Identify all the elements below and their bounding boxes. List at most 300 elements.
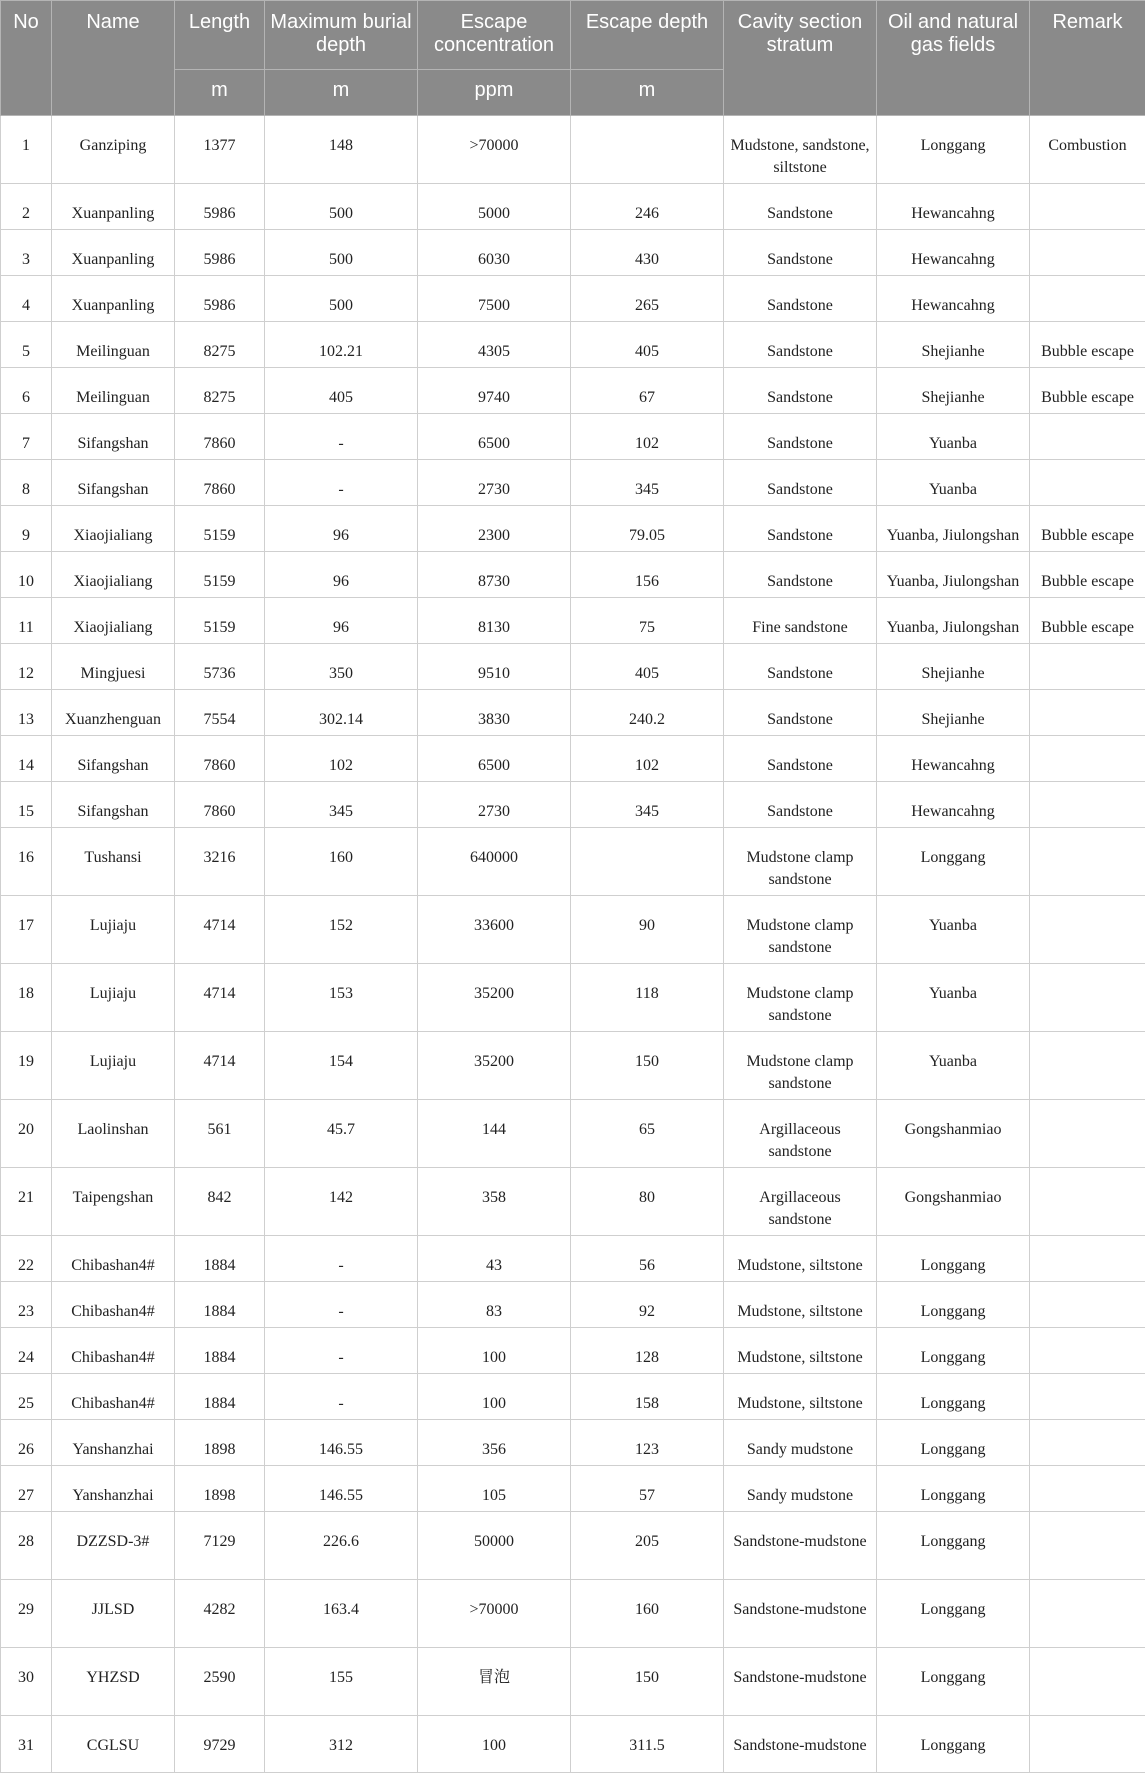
cell-escape-depth: 67 — [571, 368, 724, 414]
header-no: No — [1, 1, 52, 116]
cell-fields: Longgang — [877, 1236, 1030, 1282]
cell-fields: Hewancahng — [877, 782, 1030, 828]
cell-max-burial-depth: 500 — [265, 184, 418, 230]
cell-name: Mingjuesi — [52, 644, 175, 690]
cell-cavity-stratum: Sandstone — [724, 736, 877, 782]
cell-cavity-stratum: Sandstone — [724, 460, 877, 506]
cell-length: 842 — [175, 1168, 265, 1236]
table-row — [1, 184, 1145, 230]
cell-name: Lujiaju — [52, 896, 175, 964]
cell-fields: Shejianhe — [877, 368, 1030, 414]
table-row — [1, 1032, 1145, 1100]
cell-max-burial-depth: 96 — [265, 506, 418, 552]
cell-no: 10 — [1, 552, 52, 598]
cell-remark: Bubble escape — [1030, 552, 1145, 598]
cell-escape-concentration: 640000 — [418, 828, 571, 896]
cell-remark — [1030, 414, 1145, 460]
cell-length: 1898 — [175, 1420, 265, 1466]
table-row — [1, 116, 1145, 184]
unit-length: m — [175, 70, 265, 116]
table-row — [1, 1168, 1145, 1236]
cell-length: 7860 — [175, 414, 265, 460]
cell-escape-depth: 265 — [571, 276, 724, 322]
cell-cavity-stratum: Mudstone, siltstone — [724, 1374, 877, 1420]
cell-no: 4 — [1, 276, 52, 322]
cell-remark — [1030, 1716, 1145, 1773]
cell-fields: Yuanba — [877, 896, 1030, 964]
cell-length: 9729 — [175, 1716, 265, 1773]
cell-escape-depth: 405 — [571, 322, 724, 368]
cell-escape-depth: 128 — [571, 1328, 724, 1374]
table-row — [1, 276, 1145, 322]
cell-escape-concentration: 9510 — [418, 644, 571, 690]
cell-no: 13 — [1, 690, 52, 736]
cell-no: 3 — [1, 230, 52, 276]
cell-remark — [1030, 1374, 1145, 1420]
table-row — [1, 782, 1145, 828]
cell-name: DZZSD-3# — [52, 1512, 175, 1580]
cell-no: 9 — [1, 506, 52, 552]
cell-no: 24 — [1, 1328, 52, 1374]
cell-length: 7554 — [175, 690, 265, 736]
cell-no: 7 — [1, 414, 52, 460]
cell-max-burial-depth: - — [265, 1236, 418, 1282]
cell-remark — [1030, 460, 1145, 506]
cell-fields: Hewancahng — [877, 736, 1030, 782]
cell-length: 5986 — [175, 230, 265, 276]
cell-max-burial-depth: - — [265, 1328, 418, 1374]
cell-cavity-stratum: Sandstone — [724, 782, 877, 828]
cell-escape-concentration: >70000 — [418, 116, 571, 184]
cell-name: Yanshanzhai — [52, 1466, 175, 1512]
table-row — [1, 1282, 1145, 1328]
cell-remark — [1030, 1328, 1145, 1374]
cell-escape-concentration: 6500 — [418, 414, 571, 460]
cell-max-burial-depth: 160 — [265, 828, 418, 896]
cell-fields: Longgang — [877, 1580, 1030, 1648]
cell-escape-concentration: 358 — [418, 1168, 571, 1236]
cell-name: Xiaojialiang — [52, 506, 175, 552]
table-row — [1, 964, 1145, 1032]
cell-cavity-stratum: Sandstone-mudstone — [724, 1580, 877, 1648]
cell-name: Xuanpanling — [52, 276, 175, 322]
cell-escape-depth: 80 — [571, 1168, 724, 1236]
cell-escape-concentration: 356 — [418, 1420, 571, 1466]
cell-fields: Hewancahng — [877, 276, 1030, 322]
cell-max-burial-depth: 405 — [265, 368, 418, 414]
cell-no: 12 — [1, 644, 52, 690]
cell-name: Sifangshan — [52, 736, 175, 782]
cell-name: Xiaojialiang — [52, 552, 175, 598]
table-row — [1, 1580, 1145, 1648]
cell-remark: Bubble escape — [1030, 506, 1145, 552]
cell-length: 4714 — [175, 896, 265, 964]
cell-name: Sifangshan — [52, 460, 175, 506]
table-row — [1, 1420, 1145, 1466]
cell-fields: Yuanba — [877, 1032, 1030, 1100]
cell-length: 5159 — [175, 506, 265, 552]
cell-escape-depth: 56 — [571, 1236, 724, 1282]
cell-name: Lujiaju — [52, 1032, 175, 1100]
cell-no: 29 — [1, 1580, 52, 1648]
cell-cavity-stratum: Sandstone — [724, 368, 877, 414]
cell-cavity-stratum: Mudstone clamp sandstone — [724, 964, 877, 1032]
table-row — [1, 460, 1145, 506]
header-cavity-stratum: Cavity section stratum — [724, 1, 877, 116]
cell-fields: Gongshanmiao — [877, 1100, 1030, 1168]
cell-remark: Bubble escape — [1030, 598, 1145, 644]
cell-fields: Yuanba, Jiulongshan — [877, 552, 1030, 598]
cell-no: 23 — [1, 1282, 52, 1328]
cell-name: Sifangshan — [52, 414, 175, 460]
cell-fields: Gongshanmiao — [877, 1168, 1030, 1236]
table-row — [1, 1466, 1145, 1512]
cell-cavity-stratum: Sandstone — [724, 414, 877, 460]
cell-no: 31 — [1, 1716, 52, 1773]
cell-length: 1884 — [175, 1374, 265, 1420]
cell-no: 28 — [1, 1512, 52, 1580]
cell-escape-concentration: 35200 — [418, 964, 571, 1032]
cell-remark — [1030, 1168, 1145, 1236]
cell-fields: Longgang — [877, 1648, 1030, 1716]
table-row — [1, 1374, 1145, 1420]
cell-remark — [1030, 1580, 1145, 1648]
cell-escape-depth: 345 — [571, 782, 724, 828]
cell-no: 14 — [1, 736, 52, 782]
cell-fields: Longgang — [877, 1466, 1030, 1512]
cell-length: 4282 — [175, 1580, 265, 1648]
cell-max-burial-depth: - — [265, 1282, 418, 1328]
cell-length: 1898 — [175, 1466, 265, 1512]
cell-name: Xuanpanling — [52, 230, 175, 276]
cell-cavity-stratum: Sandstone — [724, 644, 877, 690]
cell-fields: Hewancahng — [877, 184, 1030, 230]
cell-max-burial-depth: 163.4 — [265, 1580, 418, 1648]
cell-remark — [1030, 736, 1145, 782]
cell-fields: Longgang — [877, 1716, 1030, 1773]
cell-fields: Longgang — [877, 1282, 1030, 1328]
table-row — [1, 230, 1145, 276]
cell-no: 2 — [1, 184, 52, 230]
table-row — [1, 1236, 1145, 1282]
cell-name: Meilinguan — [52, 322, 175, 368]
cell-cavity-stratum: Argillaceous sandstone — [724, 1168, 877, 1236]
cell-name: Taipengshan — [52, 1168, 175, 1236]
cell-max-burial-depth: 146.55 — [265, 1420, 418, 1466]
cell-name: Tushansi — [52, 828, 175, 896]
cell-escape-depth: 345 — [571, 460, 724, 506]
cell-cavity-stratum: Mudstone clamp sandstone — [724, 1032, 877, 1100]
table-row — [1, 1100, 1145, 1168]
cell-cavity-stratum: Sandstone — [724, 230, 877, 276]
cell-length: 1377 — [175, 116, 265, 184]
cell-cavity-stratum: Sandstone — [724, 552, 877, 598]
cell-remark — [1030, 1466, 1145, 1512]
header-length: Length — [175, 1, 265, 70]
cell-max-burial-depth: 45.7 — [265, 1100, 418, 1168]
cell-escape-concentration: 105 — [418, 1466, 571, 1512]
header-name: Name — [52, 1, 175, 116]
table-row — [1, 1328, 1145, 1374]
cell-escape-depth: 123 — [571, 1420, 724, 1466]
cell-max-burial-depth: - — [265, 414, 418, 460]
cell-length: 5159 — [175, 598, 265, 644]
cell-escape-concentration: 8730 — [418, 552, 571, 598]
cell-remark — [1030, 896, 1145, 964]
cell-length: 561 — [175, 1100, 265, 1168]
cell-remark — [1030, 782, 1145, 828]
header-fields: Oil and natural gas fields — [877, 1, 1030, 116]
cell-escape-concentration: 2300 — [418, 506, 571, 552]
cell-length: 4714 — [175, 964, 265, 1032]
cell-no: 11 — [1, 598, 52, 644]
cell-escape-depth: 90 — [571, 896, 724, 964]
unit-max-burial-depth: m — [265, 70, 418, 116]
cell-no: 20 — [1, 1100, 52, 1168]
header-escape-concentration: Escape concentration — [418, 1, 571, 70]
cell-length: 5986 — [175, 184, 265, 230]
cell-max-burial-depth: 152 — [265, 896, 418, 964]
cell-no: 26 — [1, 1420, 52, 1466]
cell-length: 1884 — [175, 1282, 265, 1328]
cell-fields: Yuanba — [877, 460, 1030, 506]
cell-remark: Bubble escape — [1030, 368, 1145, 414]
cell-escape-concentration: 6030 — [418, 230, 571, 276]
cell-length: 7860 — [175, 460, 265, 506]
cell-no: 5 — [1, 322, 52, 368]
cell-escape-depth: 75 — [571, 598, 724, 644]
cell-cavity-stratum: Argillaceous sandstone — [724, 1100, 877, 1168]
table-row — [1, 1716, 1145, 1773]
cell-max-burial-depth: 345 — [265, 782, 418, 828]
cell-name: Ganziping — [52, 116, 175, 184]
cell-remark — [1030, 828, 1145, 896]
cell-escape-depth: 430 — [571, 230, 724, 276]
cell-max-burial-depth: 102 — [265, 736, 418, 782]
cell-no: 1 — [1, 116, 52, 184]
cell-escape-concentration: 83 — [418, 1282, 571, 1328]
cell-max-burial-depth: 102.21 — [265, 322, 418, 368]
cell-cavity-stratum: Fine sandstone — [724, 598, 877, 644]
cell-fields: Longgang — [877, 828, 1030, 896]
cell-escape-depth: 246 — [571, 184, 724, 230]
cell-fields: Shejianhe — [877, 690, 1030, 736]
cell-remark: Bubble escape — [1030, 322, 1145, 368]
header-remark: Remark — [1030, 1, 1145, 116]
cell-escape-depth: 102 — [571, 414, 724, 460]
cell-escape-concentration: 35200 — [418, 1032, 571, 1100]
cell-cavity-stratum: Sandstone-mudstone — [724, 1716, 877, 1773]
cell-name: CGLSU — [52, 1716, 175, 1773]
cell-length: 1884 — [175, 1328, 265, 1374]
cell-escape-depth — [571, 116, 724, 184]
table-row — [1, 1512, 1145, 1580]
cell-cavity-stratum: Sandstone — [724, 276, 877, 322]
cell-escape-depth: 150 — [571, 1648, 724, 1716]
cell-name: JJLSD — [52, 1580, 175, 1648]
cell-name: Chibashan4# — [52, 1236, 175, 1282]
cell-length: 1884 — [175, 1236, 265, 1282]
cell-no: 18 — [1, 964, 52, 1032]
cell-cavity-stratum: Sandy mudstone — [724, 1466, 877, 1512]
cell-no: 27 — [1, 1466, 52, 1512]
cell-escape-depth: 405 — [571, 644, 724, 690]
cell-cavity-stratum: Sandstone-mudstone — [724, 1512, 877, 1580]
table-header — [1, 1, 1145, 116]
cell-escape-concentration: 43 — [418, 1236, 571, 1282]
cell-max-burial-depth: - — [265, 460, 418, 506]
cell-escape-concentration: 6500 — [418, 736, 571, 782]
cell-escape-depth — [571, 828, 724, 896]
cell-name: Lujiaju — [52, 964, 175, 1032]
cell-remark — [1030, 1032, 1145, 1100]
table-row — [1, 552, 1145, 598]
cell-name: Laolinshan — [52, 1100, 175, 1168]
cell-cavity-stratum: Sandstone — [724, 690, 877, 736]
table-row — [1, 736, 1145, 782]
cell-escape-concentration: 33600 — [418, 896, 571, 964]
cell-fields: Yuanba — [877, 964, 1030, 1032]
cell-name: Chibashan4# — [52, 1374, 175, 1420]
cell-escape-concentration: >70000 — [418, 1580, 571, 1648]
table-row — [1, 896, 1145, 964]
cell-cavity-stratum: Sandstone — [724, 322, 877, 368]
cell-no: 21 — [1, 1168, 52, 1236]
table-row — [1, 322, 1145, 368]
cell-fields: Longgang — [877, 1512, 1030, 1580]
cell-fields: Yuanba — [877, 414, 1030, 460]
cell-max-burial-depth: 96 — [265, 598, 418, 644]
cell-length: 8275 — [175, 322, 265, 368]
cell-name: Xuanzhenguan — [52, 690, 175, 736]
table-row — [1, 644, 1145, 690]
cell-max-burial-depth: 302.14 — [265, 690, 418, 736]
cell-fields: Longgang — [877, 116, 1030, 184]
unit-escape-concentration: ppm — [418, 70, 571, 116]
table-row — [1, 506, 1145, 552]
table-row — [1, 368, 1145, 414]
cell-escape-depth: 65 — [571, 1100, 724, 1168]
cell-remark: Combustion — [1030, 116, 1145, 184]
cell-cavity-stratum: Mudstone clamp sandstone — [724, 896, 877, 964]
cell-escape-concentration: 5000 — [418, 184, 571, 230]
cell-name: YHZSD — [52, 1648, 175, 1716]
cell-length: 3216 — [175, 828, 265, 896]
cell-fields: Yuanba, Jiulongshan — [877, 506, 1030, 552]
cell-cavity-stratum: Mudstone, siltstone — [724, 1328, 877, 1374]
cell-remark — [1030, 276, 1145, 322]
cell-escape-concentration: 50000 — [418, 1512, 571, 1580]
cell-no: 17 — [1, 896, 52, 964]
cell-name: Sifangshan — [52, 782, 175, 828]
cell-length: 2590 — [175, 1648, 265, 1716]
cell-name: Meilinguan — [52, 368, 175, 414]
cell-max-burial-depth: 154 — [265, 1032, 418, 1100]
cell-escape-depth: 150 — [571, 1032, 724, 1100]
cell-escape-depth: 240.2 — [571, 690, 724, 736]
cell-length: 5736 — [175, 644, 265, 690]
cell-max-burial-depth: 350 — [265, 644, 418, 690]
cell-escape-depth: 205 — [571, 1512, 724, 1580]
cell-name: Xuanpanling — [52, 184, 175, 230]
cell-max-burial-depth: 312 — [265, 1716, 418, 1773]
cell-no: 15 — [1, 782, 52, 828]
unit-escape-depth: m — [571, 70, 724, 116]
cell-name: Yanshanzhai — [52, 1420, 175, 1466]
header-max-burial-depth: Maximum burial depth — [265, 1, 418, 70]
cell-escape-concentration: 冒泡 — [418, 1648, 571, 1716]
cell-escape-concentration: 2730 — [418, 460, 571, 506]
cell-remark — [1030, 230, 1145, 276]
cell-escape-depth: 102 — [571, 736, 724, 782]
cell-remark — [1030, 964, 1145, 1032]
cell-name: Chibashan4# — [52, 1282, 175, 1328]
table-row — [1, 414, 1145, 460]
cell-fields: Yuanba, Jiulongshan — [877, 598, 1030, 644]
cell-escape-concentration: 100 — [418, 1716, 571, 1773]
cell-max-burial-depth: 500 — [265, 230, 418, 276]
cell-length: 5159 — [175, 552, 265, 598]
table-row — [1, 690, 1145, 736]
cell-cavity-stratum: Mudstone, siltstone — [724, 1282, 877, 1328]
cell-remark — [1030, 184, 1145, 230]
cell-escape-concentration: 100 — [418, 1328, 571, 1374]
cell-remark — [1030, 1648, 1145, 1716]
cell-fields: Longgang — [877, 1374, 1030, 1420]
cell-escape-concentration: 8130 — [418, 598, 571, 644]
cell-remark — [1030, 1236, 1145, 1282]
cell-max-burial-depth: 155 — [265, 1648, 418, 1716]
cell-escape-concentration: 2730 — [418, 782, 571, 828]
cell-escape-depth: 118 — [571, 964, 724, 1032]
cell-name: Xiaojialiang — [52, 598, 175, 644]
cell-length: 4714 — [175, 1032, 265, 1100]
cell-escape-depth: 158 — [571, 1374, 724, 1420]
cell-fields: Longgang — [877, 1328, 1030, 1374]
cell-max-burial-depth: 146.55 — [265, 1466, 418, 1512]
cell-length: 7860 — [175, 736, 265, 782]
cell-cavity-stratum: Sandstone-mudstone — [724, 1648, 877, 1716]
cell-length: 8275 — [175, 368, 265, 414]
cell-remark — [1030, 1282, 1145, 1328]
cell-no: 30 — [1, 1648, 52, 1716]
cell-escape-depth: 160 — [571, 1580, 724, 1648]
cell-max-burial-depth: 153 — [265, 964, 418, 1032]
cell-remark — [1030, 644, 1145, 690]
cell-cavity-stratum: Sandy mudstone — [724, 1420, 877, 1466]
cell-no: 16 — [1, 828, 52, 896]
cell-fields: Longgang — [877, 1420, 1030, 1466]
cell-escape-concentration: 9740 — [418, 368, 571, 414]
cell-max-burial-depth: 148 — [265, 116, 418, 184]
cell-escape-depth: 92 — [571, 1282, 724, 1328]
cell-escape-depth: 57 — [571, 1466, 724, 1512]
cell-remark — [1030, 1420, 1145, 1466]
cell-max-burial-depth: 142 — [265, 1168, 418, 1236]
cell-escape-depth: 79.05 — [571, 506, 724, 552]
table-body — [1, 116, 1145, 1773]
cell-length: 5986 — [175, 276, 265, 322]
cell-no: 25 — [1, 1374, 52, 1420]
cell-length: 7860 — [175, 782, 265, 828]
table-row — [1, 828, 1145, 896]
cell-max-burial-depth: 96 — [265, 552, 418, 598]
cell-remark — [1030, 1100, 1145, 1168]
cell-escape-concentration: 100 — [418, 1374, 571, 1420]
cell-cavity-stratum: Mudstone clamp sandstone — [724, 828, 877, 896]
cell-remark — [1030, 690, 1145, 736]
cell-escape-concentration: 144 — [418, 1100, 571, 1168]
